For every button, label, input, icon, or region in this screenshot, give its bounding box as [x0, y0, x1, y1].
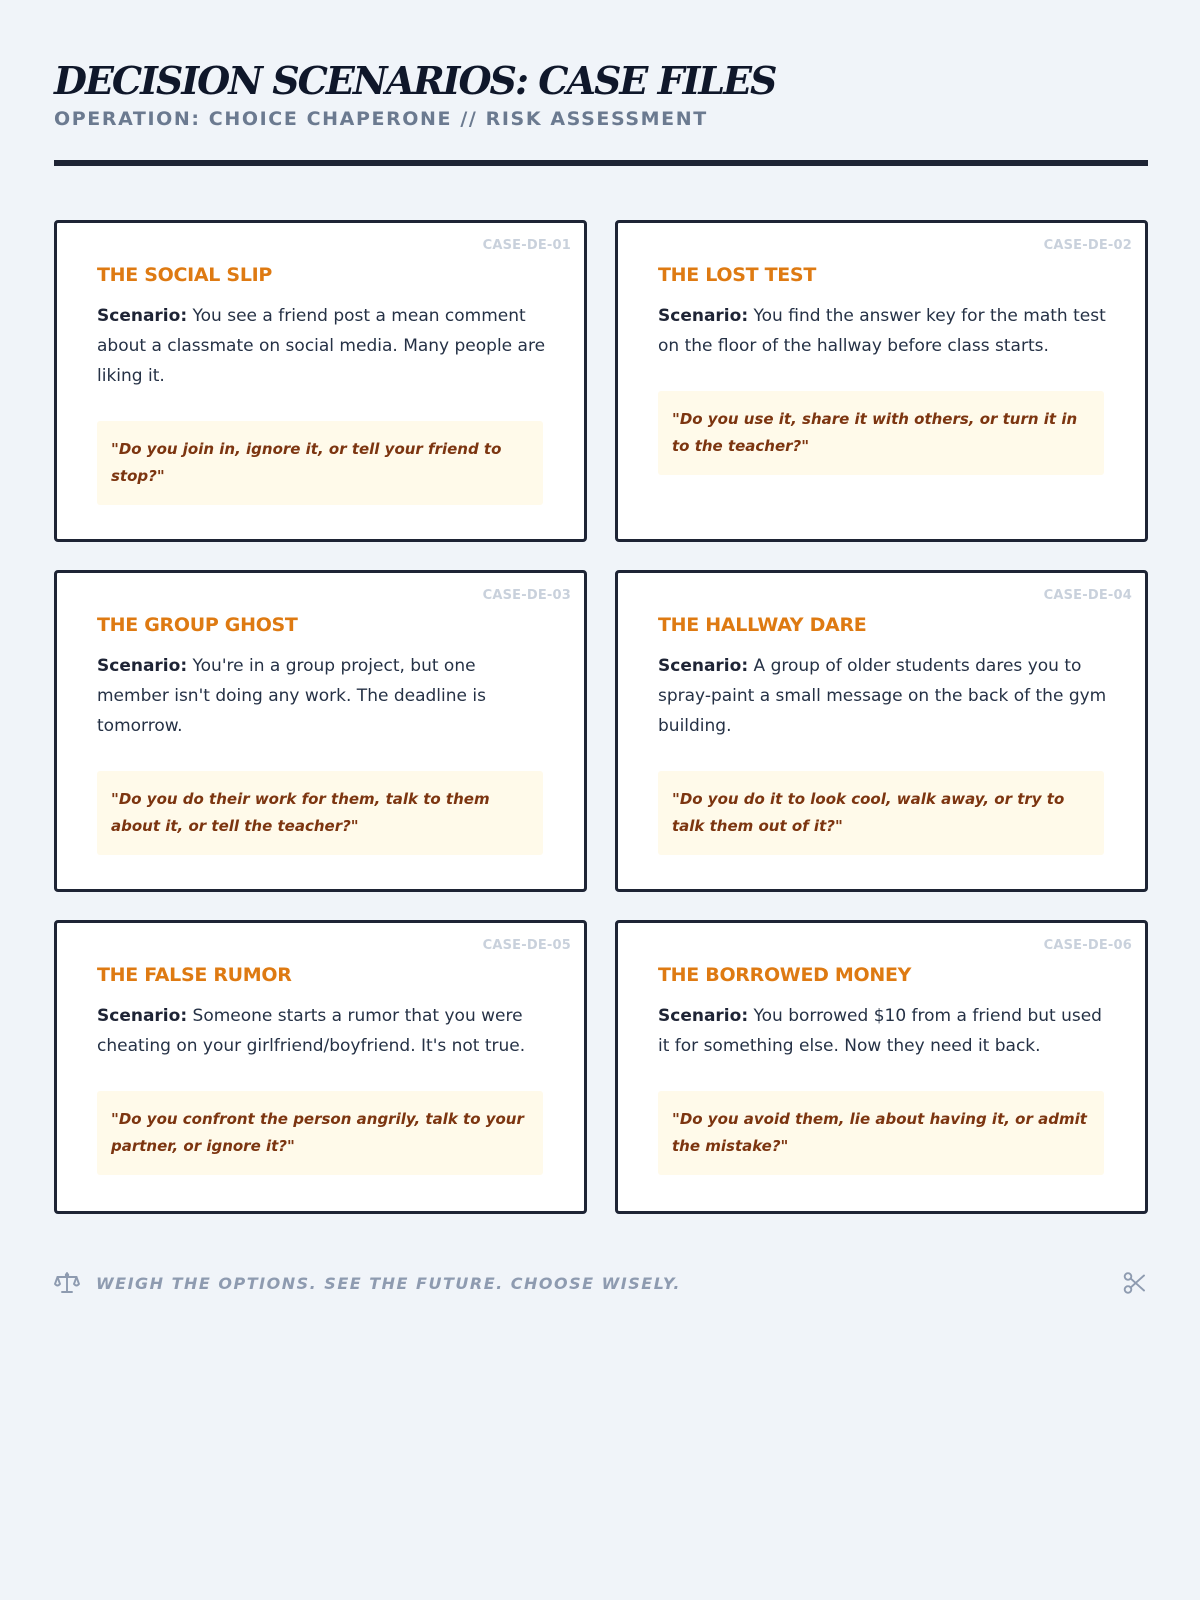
scale-icon: [54, 1270, 80, 1296]
case-scenario: [97, 1001, 547, 1061]
footer: [54, 1270, 1148, 1296]
footer-motto: WEIGH THE OPTIONS. SEE THE FUTURE. CHOOSE WISELY.: [96, 1274, 681, 1293]
case-scenario: [97, 651, 547, 741]
scissors-icon: [1122, 1270, 1148, 1296]
case-title: THE BORROWED MONEY: [658, 964, 912, 986]
case-title: THE SOCIAL SLIP: [97, 264, 273, 286]
case-scenario: [97, 301, 547, 391]
header-divider: [54, 160, 1148, 166]
page-title: DECISION SCENARIOS: CASE FILES: [54, 58, 776, 103]
case-id: CASE-DE-06: [1043, 938, 1132, 953]
case-card: [615, 570, 1148, 892]
scenario-text: You're in a group project, but one member isn't doing any work. The deadline is tomorrow.: [97, 656, 486, 736]
case-card: [54, 920, 587, 1214]
page-subtitle: OPERATION: CHOICE CHAPERONE // RISK ASSESSMENT: [54, 108, 708, 130]
scenario-label: Scenario:: [658, 1006, 749, 1026]
case-scenario: [658, 651, 1108, 741]
scenario-label: Scenario:: [97, 306, 188, 326]
scenario-text: You borrowed $10 from a friend but used it for something else. Now they need it back.: [658, 1006, 1102, 1056]
case-card: [615, 920, 1148, 1214]
case-title: THE FALSE RUMOR: [97, 964, 292, 986]
case-question: "Do you confront the person angrily, talk to your partner, or ignore it?": [97, 1091, 543, 1175]
case-title: THE HALLWAY DARE: [658, 614, 867, 636]
case-question: "Do you avoid them, lie about having it, or admit the mistake?": [658, 1091, 1104, 1175]
scenario-text: A group of older students dares you to spray-paint a small message on the back of the gym building.: [658, 656, 1107, 736]
scenario-label: Scenario:: [658, 656, 749, 676]
case-question: "Do you do it to look cool, walk away, or try to talk them out of it?": [658, 771, 1104, 855]
case-title: THE LOST TEST: [658, 264, 816, 286]
case-scenario: [658, 1001, 1108, 1061]
case-title: THE GROUP GHOST: [97, 614, 298, 636]
case-card: [54, 220, 587, 542]
scenario-text: Someone starts a rumor that you were cheating on your girlfriend/boyfriend. It's not true.: [97, 1006, 526, 1056]
case-id: CASE-DE-02: [1043, 238, 1132, 253]
scenario-label: Scenario:: [97, 1006, 188, 1026]
case-scenario: [658, 301, 1108, 361]
case-id: CASE-DE-03: [482, 588, 571, 603]
scenario-label: Scenario:: [97, 656, 188, 676]
case-id: CASE-DE-05: [482, 938, 571, 953]
case-id: CASE-DE-04: [1043, 588, 1132, 603]
scenario-text: You find the answer key for the math test on the floor of the hallway before class starts.: [658, 306, 1106, 356]
scenario-text: You see a friend post a mean comment about a classmate on social media. Many people are liking it.: [97, 306, 546, 386]
case-card: [54, 570, 587, 892]
scenario-label: Scenario:: [658, 306, 749, 326]
case-question: "Do you join in, ignore it, or tell your friend to stop?": [97, 421, 543, 505]
case-card: [615, 220, 1148, 542]
case-id: CASE-DE-01: [482, 238, 571, 253]
case-question: "Do you do their work for them, talk to them about it, or tell the teacher?": [97, 771, 543, 855]
case-question: "Do you use it, share it with others, or turn it in to the teacher?": [658, 391, 1104, 475]
